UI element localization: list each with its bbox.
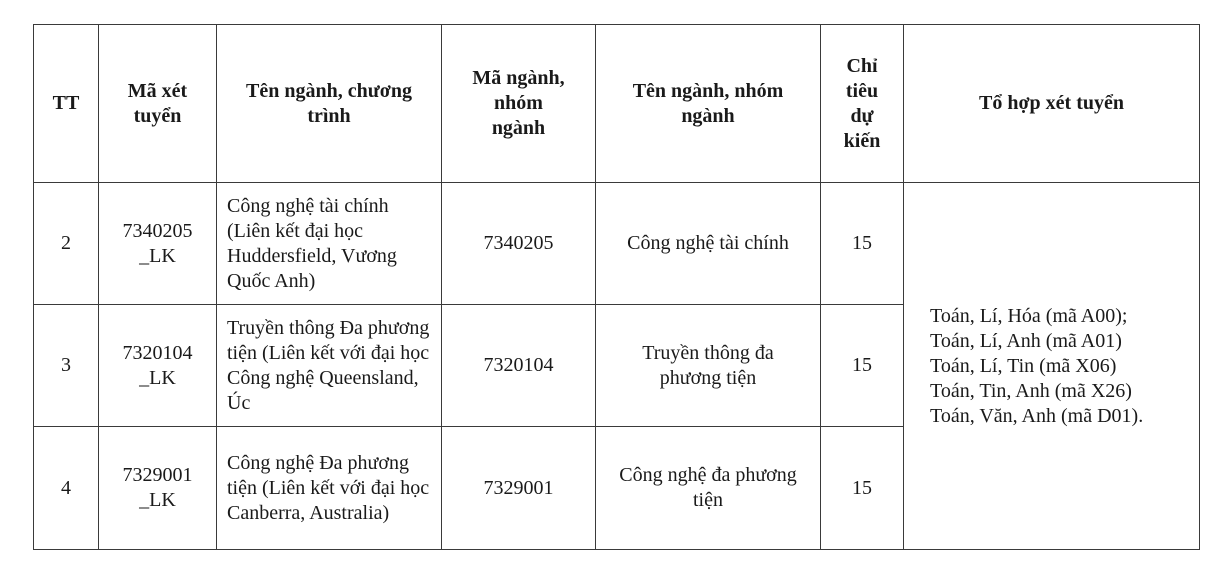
to-hop-item: Toán, Văn, Anh (mã D01).	[930, 404, 1144, 427]
row-ten-nganh: Công nghệ đa phương tiện	[596, 427, 821, 550]
row-ma-nganh: 7329001	[442, 427, 596, 550]
row-tt: 4	[34, 427, 99, 550]
header-row	[34, 25, 1200, 183]
to-hop-item: Toán, Tin, Anh (mã X26)	[930, 379, 1132, 402]
row-ma-nganh: 7340205	[442, 183, 596, 305]
admissions-table	[33, 24, 1200, 550]
header-ma-xet-tuyen: Mã xét tuyển	[99, 25, 217, 183]
to-hop-item: Toán, Lí, Tin (mã X06)	[930, 354, 1117, 377]
row-ten-chuong-trinh: Công nghệ Đa phương tiện (Liên kết với đại học Canberra, Australia)	[217, 427, 442, 550]
row-ten-chuong-trinh: Truyền thông Đa phương tiện (Liên kết với đại học Công nghệ Queensland, Úc	[217, 305, 442, 427]
to-hop-cell	[904, 183, 1200, 550]
header-ten-nganh-chuong-trinh: Tên ngành, chương trình	[217, 25, 442, 183]
row-ma-xet-tuyen: 7320104 _LK	[99, 305, 217, 427]
header-ten-nganh-nhom-nganh: Tên ngành, nhóm ngành	[596, 25, 821, 183]
table-row	[34, 183, 1200, 305]
row-chi-tieu: 15	[821, 183, 904, 305]
header-ma-nganh-nhom-nganh: Mã ngành, nhóm ngành	[442, 25, 596, 183]
row-tt: 2	[34, 183, 99, 305]
row-ten-chuong-trinh: Công nghệ tài chính (Liên kết đại học Huddersfield, Vương Quốc Anh)	[217, 183, 442, 305]
to-hop-item: Toán, Lí, Hóa (mã A00);	[930, 304, 1128, 327]
row-ma-xet-tuyen: 7329001 _LK	[99, 427, 217, 550]
row-chi-tieu: 15	[821, 427, 904, 550]
header-chi-tieu-du-kien: Chỉ tiêu dự kiến	[821, 25, 904, 183]
header-to-hop-xet-tuyen: Tổ hợp xét tuyển	[904, 25, 1200, 183]
to-hop-item: Toán, Lí, Anh (mã A01)	[930, 329, 1122, 352]
row-chi-tieu: 15	[821, 305, 904, 427]
row-tt: 3	[34, 305, 99, 427]
row-ma-xet-tuyen: 7340205 _LK	[99, 183, 217, 305]
row-ma-nganh: 7320104	[442, 305, 596, 427]
row-ten-nganh: Truyền thông đa phương tiện	[596, 305, 821, 427]
header-tt: TT	[34, 25, 99, 183]
row-ten-nganh: Công nghệ tài chính	[596, 183, 821, 305]
